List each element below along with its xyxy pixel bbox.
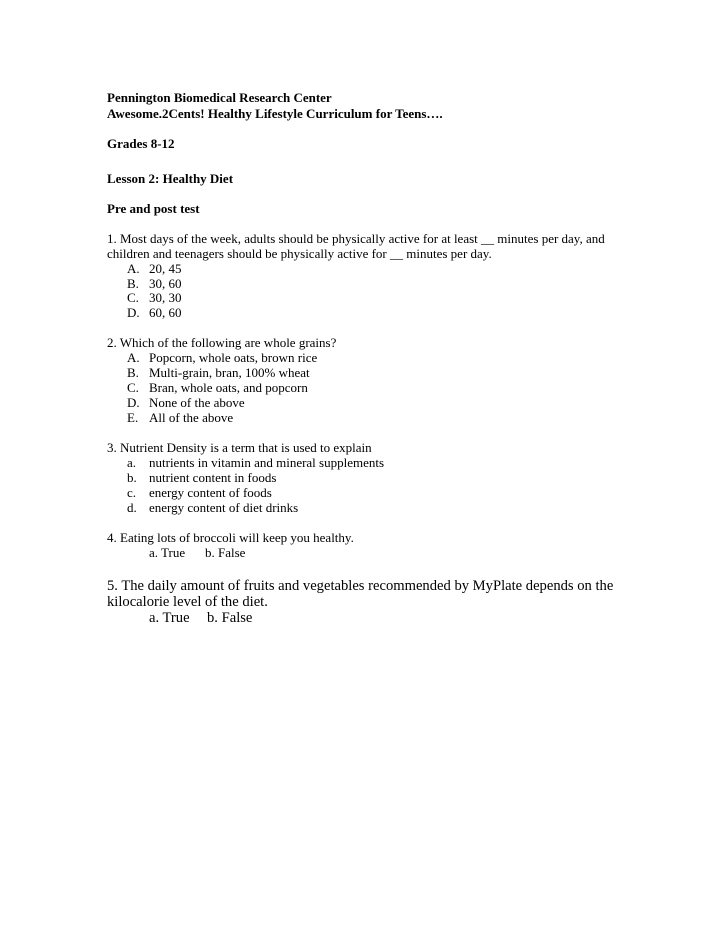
question-3-option-d-text: energy content of diet drinks	[149, 500, 299, 515]
question-2-option-c-letter: C.	[127, 380, 139, 395]
question-5-true-option: a. True	[149, 610, 190, 626]
question-1-option-d-letter: D.	[127, 305, 140, 320]
question-3-option-b-letter: b.	[127, 470, 137, 485]
question-1-option-a-text: 20, 45	[149, 261, 182, 276]
question-3-option-c-letter: c.	[127, 485, 137, 500]
question-3-option-c-text: energy content of foods	[149, 485, 272, 500]
question-1-line-1: 1. Most days of the week, adults should be physically active for at least __ minutes per day, and	[107, 231, 605, 246]
question-2-option-a-text: Popcorn, whole oats, brown rice	[149, 350, 318, 365]
question-3-option-a-text: nutrients in vitamin and mineral supplements	[149, 455, 385, 470]
question-4-true-option: a. True	[149, 545, 186, 560]
organization-name: Pennington Biomedical Research Center	[107, 90, 332, 105]
question-2-option-a-letter: A.	[127, 350, 140, 365]
question-5-false-option: b. False	[207, 610, 253, 626]
test-type-heading: Pre and post test	[107, 201, 200, 216]
question-1-option-a-letter: A.	[127, 261, 140, 276]
question-3-option-a-letter: a.	[127, 455, 137, 470]
question-2-option-c-text: Bran, whole oats, and popcorn	[149, 380, 308, 395]
question-1-line-2: children and teenagers should be physically active for __ minutes per day.	[107, 246, 492, 261]
question-1-option-c-text: 30, 30	[149, 290, 182, 305]
question-1-option-d-text: 60, 60	[149, 305, 182, 320]
grades-heading: Grades 8-12	[107, 136, 175, 151]
question-3-option-b-text: nutrient content in foods	[149, 470, 277, 485]
question-2-option-b-text: Multi-grain, bran, 100% wheat	[149, 365, 310, 380]
question-1-option-b-letter: B.	[127, 276, 139, 291]
lesson-heading: Lesson 2: Healthy Diet	[107, 171, 234, 186]
question-2-option-e-text: All of the above	[149, 410, 234, 425]
question-5-line-2: kilocalorie level of the diet.	[107, 594, 268, 610]
curriculum-title: Awesome.2Cents! Healthy Lifestyle Curriculum for Teens….	[107, 106, 443, 121]
question-2-option-e-letter: E.	[127, 410, 139, 425]
question-1-option-b-text: 30, 60	[149, 276, 182, 291]
question-3-option-d-letter: d.	[127, 500, 137, 515]
question-2-option-d-letter: D.	[127, 395, 140, 410]
question-4-false-option: b. False	[205, 545, 246, 560]
question-2-option-d-text: None of the above	[149, 395, 245, 410]
question-2-line-1: 2. Which of the following are whole grains?	[107, 335, 337, 350]
question-4-line-1: 4. Eating lots of broccoli will keep you healthy.	[107, 530, 354, 545]
question-1-option-c-letter: C.	[127, 290, 139, 305]
question-2-option-b-letter: B.	[127, 365, 139, 380]
question-5-line-1: 5. The daily amount of fruits and vegetables recommended by MyPlate depends on the	[107, 578, 614, 594]
question-3-line-1: 3. Nutrient Density is a term that is used to explain	[107, 440, 372, 455]
